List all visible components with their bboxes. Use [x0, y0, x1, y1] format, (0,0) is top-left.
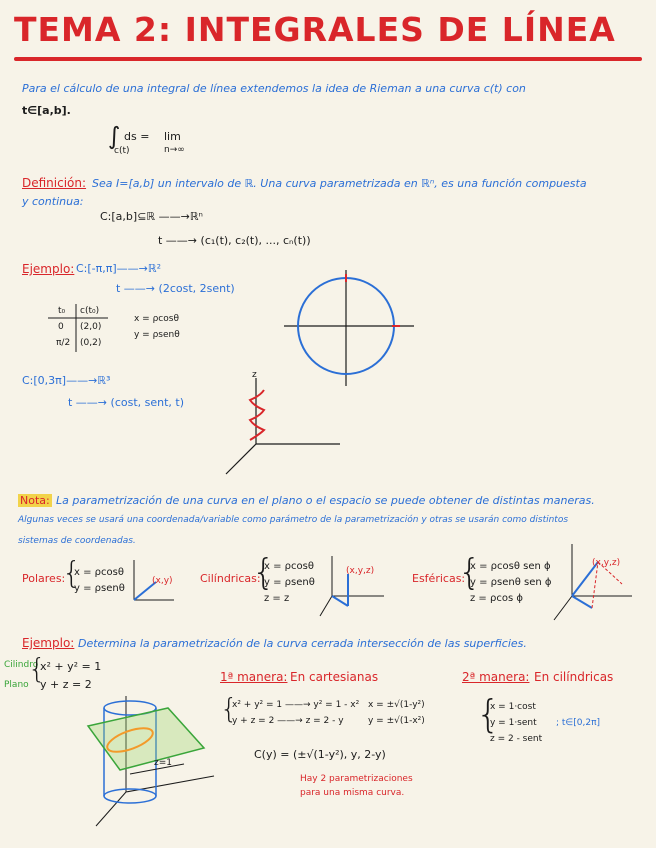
limit-subscript: n→∞ — [164, 145, 185, 155]
cilindricas-plot — [318, 552, 390, 622]
note-text-1: La parametrización de una curva en el plano o el espacio se puede obtener de distintas maneras. — [56, 494, 595, 507]
esfericas-label: Esféricas: — [412, 572, 466, 585]
method1-param: C(y) = (±√(1-y²), y, 2-y) — [254, 748, 386, 761]
method2-y: y = 1·sent — [490, 718, 537, 728]
page-title: TEMA 2: INTEGRALES DE LÍNEA — [14, 10, 616, 49]
method1-title: En cartesianas — [290, 670, 379, 684]
definition-label: Definición: — [22, 176, 87, 190]
polares-brace: { — [62, 556, 82, 591]
method2-brace: { — [476, 692, 501, 736]
example2-text: Determina la parametrización de la curva cerrada intersección de las superficies. — [78, 637, 527, 650]
method1-label: 1ª manera: — [220, 670, 288, 684]
cilindricas-label: Cilíndricas: — [200, 572, 261, 585]
method2-label: 2ª manera: — [462, 670, 530, 684]
polares-label: Polares: — [22, 572, 66, 585]
method1-line1: x² + y² = 1 ——→ y² = 1 - x² — [232, 700, 360, 710]
example2-eq1: x² + y² = 1 — [40, 660, 102, 673]
example1-map-2: t ——→ (2cost, 2sent) — [116, 282, 235, 295]
example1-map-3: C:[0,3π]——→ℝ³ — [22, 374, 111, 387]
method1-note-2: para una misma curva. — [300, 788, 405, 798]
helix-plot — [220, 370, 350, 480]
intro-line-2: t∈[a,b]. — [22, 104, 71, 117]
method1-root1: x = ±√(1-y²) — [368, 700, 425, 710]
method2-range: ; t∈[0,2π] — [556, 718, 601, 728]
cilindricas-brace: { — [252, 552, 275, 593]
param-x: x = ρcosθ — [134, 314, 179, 324]
definition-map-2: t ——→ (c₁(t), c₂(t), ..., cₙ(t)) — [158, 234, 311, 247]
esfericas-point: (x,y,z) — [592, 558, 621, 568]
table-row1-c: (2,0) — [80, 322, 102, 332]
param-y: y = ρsenθ — [134, 330, 180, 340]
method1-brace: { — [220, 692, 238, 725]
definition-text-2: y continua: — [22, 195, 84, 208]
integral-ds: ds = — [124, 130, 150, 143]
method1-note-1: Hay 2 parametrizaciones — [300, 774, 413, 784]
cilindricas-point: (x,y,z) — [346, 566, 375, 576]
method1-line2: y + z = 2 ——→ z = 2 - y — [232, 716, 344, 726]
example2-eq2: y + z = 2 — [40, 678, 92, 691]
cylinder-plane-plot — [80, 694, 220, 834]
cilindricas-y: y = ρsenθ — [264, 577, 315, 588]
integral-sign: ∫ — [108, 122, 121, 150]
method1-root2: y = ±√(1-x²) — [368, 716, 425, 726]
definition-text-1: Sea I=[a,b] un intervalo de ℝ. Una curva parametrizada en ℝⁿ, es una función compuesta — [92, 177, 587, 190]
table-row2-c: (0,2) — [80, 338, 102, 348]
helix-axis-z: z — [252, 370, 257, 380]
cilindricas-x: x = ρcosθ — [264, 561, 314, 572]
intro-line-1: Para el cálculo de una integral de línea extendemos la idea de Rieman a una curva c(t) con — [22, 82, 526, 95]
method2-title: En cilíndricas — [534, 670, 614, 684]
note-label: Nota: — [20, 494, 50, 507]
esfericas-plot — [548, 540, 638, 626]
table-row2-t: π/2 — [56, 338, 71, 348]
cilindricas-z: z = z — [264, 593, 290, 604]
example2-label: Ejemplo: — [22, 636, 75, 650]
method2-x: x = 1·cost — [490, 702, 536, 712]
esfericas-y: y = ρsenθ sen ϕ — [470, 577, 552, 588]
integral-subscript: c(t) — [114, 146, 130, 156]
plot-z-label: z=1 — [154, 758, 172, 768]
definition-map-1: C:[a,b]⊆ℝ ——→ℝⁿ — [100, 210, 203, 223]
polares-x: x = ρcosθ — [74, 567, 124, 578]
note-text-2: Algunas veces se usará una coordenada/variable como parámetro de la parametrización y otras se usarán como distintos — [18, 515, 569, 525]
example1-map-4: t ——→ (cost, sent, t) — [68, 396, 185, 409]
limit-text: lim — [164, 130, 181, 143]
method2-z: z = 2 - sent — [490, 734, 543, 744]
cilindro-label: Cilindro — [4, 660, 39, 670]
example2-brace: { — [28, 652, 46, 685]
table-row1-t: 0 — [58, 322, 64, 332]
esfericas-z: z = ρcos ϕ — [470, 593, 523, 604]
esfericas-x: x = ρcosθ sen ϕ — [470, 561, 551, 572]
example1-label: Ejemplo: — [22, 262, 75, 276]
example1-map-1: C:[-π,π]——→ℝ² — [76, 262, 162, 275]
plano-label: Plano — [4, 680, 29, 690]
table-head-t: t₀ — [58, 306, 66, 316]
note-text-3: sistemas de coordenadas. — [18, 536, 136, 546]
table-head-c: c(t₀) — [80, 306, 100, 316]
polares-y: y = ρsenθ — [74, 583, 125, 594]
polares-point: (x,y) — [152, 576, 173, 586]
esfericas-brace: { — [458, 552, 481, 593]
